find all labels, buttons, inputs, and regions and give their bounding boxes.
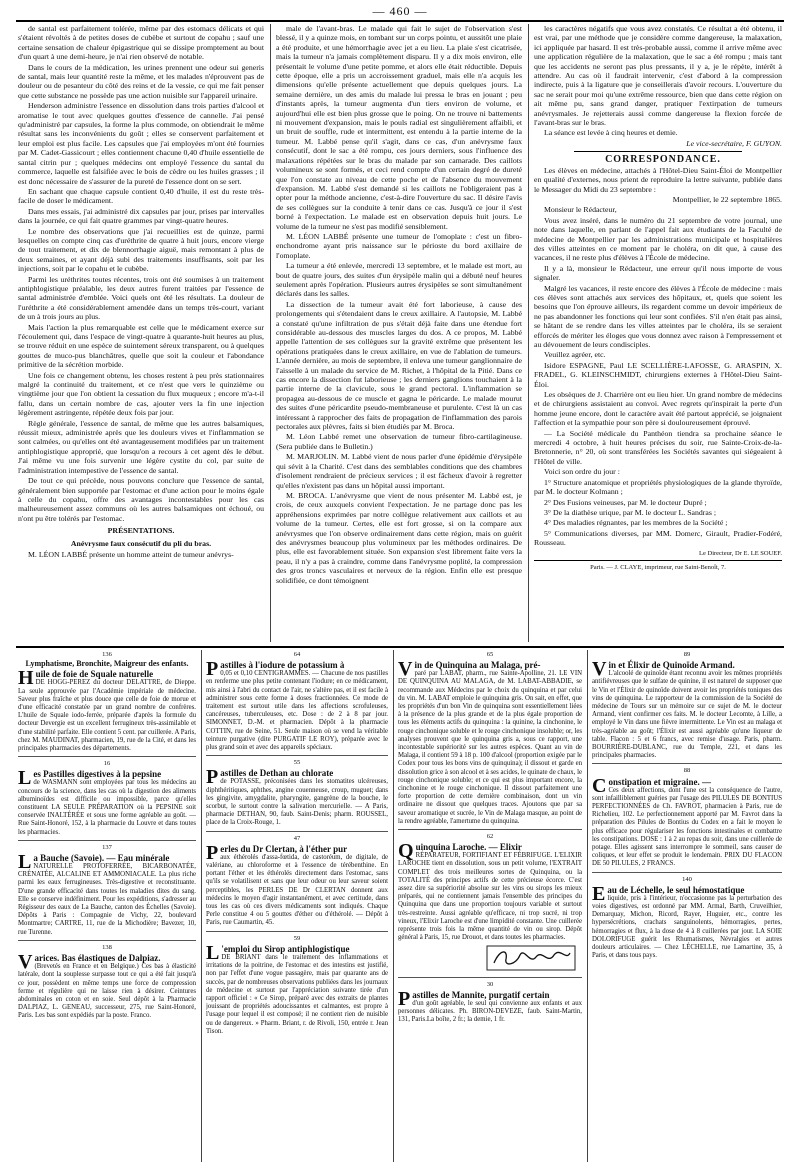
col3-paragraph: Les élèves en médecine, attachés à l'Hôtel-Dieu Saint-Éloi de Montpellier en qualité d'externes, nous prient de reproduire la lettre suivante, publiée dans le Messager du Midi du 23 septembre : bbox=[534, 165, 782, 194]
ad-number: 65 bbox=[486, 651, 494, 658]
ad-heading bbox=[398, 987, 582, 1010]
column-2 bbox=[276, 24, 522, 642]
ad-number: 140 bbox=[682, 875, 692, 883]
drop-cap: V bbox=[592, 658, 607, 681]
ad-body: DE BRIANT dans le traitement des inflammations et irritations de la poitrine, de l'estomac et des intestins est justifié, non par l'effet d'une vogue passagère, mais par quarante ans de succès, par de nombreuses observations publiées dans les journaux de médecine et surtout par l'appréciation suivante tirée d'un rapport officiel : « Ce Sirop, préparé avec des extraits de plantes jouissant de propriétés adoucissantes et calmantes, est propre à l'usage pour lequel il est composé; il ne contient rien de nuisible ou de dangereux. » Pharm. Briant, r. de Rivoli, 150, entrée r. Jean Tison. bbox=[206, 953, 388, 1035]
column-1 bbox=[18, 24, 264, 642]
col2-paragraph: La tumeur a été enlevée, mercredi 13 septembre, et le malade est mort, au bout de quatre jours, des suites d'un érysipèle malin qui a débuté neuf heures seulement après l'opération. Plusieurs autres érysipèles se sont simultanément déclarés dans les salles. bbox=[276, 261, 522, 299]
ads-column-c bbox=[398, 650, 582, 1162]
ad-body: L'alcoolé de quinoïde étant reconnu avoir les mêmes propriétés antifiévreuses que le sulfate de quinine, il est naturel de supposer que le Vin et l'Élixir de quinoïde doivent avoir les propriétés toniques des vins de quinquina. Le rapporteur de la commission de la Société de médecine de Tours sur un mémoire sur ce sujet de M. le docteur Armand, vient confirmer ces faits. M. le docteur Lecomte, à Lille, a employé le Vin dans une fièvre intermittente. Le Vin est au malaga et très-agréable au goût; l'Élixir est aussi agréable qu'une liqueur de table. Flacon : 5 et 6 francs, avec remise d'usage. Paris, pharm. BOURRIÈRE-DUBLANC, rue du Temple, 221, et dans les principales pharmacies. bbox=[592, 670, 782, 760]
ad-heading bbox=[592, 774, 782, 797]
ad-body: de POTASSE, préconisées dans les stomatites ulcéreuses, diphthéritiques, aphthes, angine couenneuse, croup, muguet; dans les gingivite, amygdalite, pharyngite, gangrène de la bouche, le scorbut, le surtout contre la salivation mercurielle. — A Paris, pharmacie DETHAN, 90, faub. Saint-Denis; pharm. ROUSSEL, place de la Croix-Rouge, 1. bbox=[206, 778, 388, 827]
ad-heading bbox=[592, 658, 782, 681]
ad-number: 89 bbox=[683, 651, 691, 658]
ad-separator bbox=[592, 872, 782, 873]
letter-paragraph: Malgré les vacances, il reste encore des élèves à l'École de médecine : mais ces élèves sont attachés aux services des hôpitaux, et, quels que soient les besoins que l'on éprouve ailleurs, ils regardent comme un devoir impérieux de ne pas abandonner les fonctions qui leur sont confiées. S'il n'en était pas ainsi, se hâtant de se rendre dans les villes atteintes par le choléra, ils se seraient efforcés de mériter les éloges que vous donnez avec raison à l'empressement et au dévouement de leurs condisciples. bbox=[534, 283, 782, 349]
handwritten-signature bbox=[398, 945, 576, 974]
ad-number: 137 bbox=[102, 843, 112, 851]
imprint-line: Paris. — J. CLAYE, imprimeur, rue Saint-Benoît, 7. bbox=[590, 563, 726, 571]
col1-paragraph: M. LÉON LABBÉ présente un homme atteint de tumeur anévrys- bbox=[28, 549, 234, 559]
ad-heading-text: erles du Dr Clertan, à l'éther pur bbox=[220, 843, 348, 854]
ad-body: d'un goût agréable, le seul qui convienne aux enfants et aux personnes délicates. Ph. BIRON-DEVEZE, faub. Saint-Martin, 131, Paris.La boîte, 2 fr.; la demie, 1 fr. bbox=[398, 999, 582, 1024]
col1-paragraph: Le nombre des observations que j'ai recueillies est de quinze, parmi lesquelles on compte cinq cas d'uréthrite de quatre à huit jours, encore vierge de tout traitement, et dix de blennorrhagie aiguë, mais remontant à plus de deux semaines, et ayant déjà subi des traitements insuffisants, soit par les injections, soit par le copahu et le cubèbe. bbox=[18, 226, 264, 274]
drop-cap: P bbox=[206, 841, 219, 864]
gerant-line: Le Directeur, Dr E. LE SOUEF. bbox=[699, 549, 782, 557]
ad-heading-text: uinquina Laroche. — Elixir bbox=[415, 842, 522, 853]
drop-cap: V bbox=[398, 658, 413, 681]
header-rule bbox=[16, 20, 784, 22]
agenda-item: 2° Des Fusions veineuses, par M. le docteur Dupré ; bbox=[544, 497, 707, 507]
drop-cap: V bbox=[18, 951, 33, 974]
ad-heading bbox=[206, 658, 388, 681]
ad-heading-text: in de Quinquina au Malaga, pré- bbox=[414, 660, 541, 671]
col2-paragraph: La dissection de la tumeur avait été fort laborieuse, à cause des prolongements qui s'étendaient dans le creux axillaire. A l'autopsie, M. Labbé a constaté qu'une infiltration de pus s'était déjà faite dans une étendue fort considérable au-dessous des muscles larges du dos. A ce propos, M. Labbé appelle l'attention de ses collègues sur la gravité extrême que présentent les opérations pratiquées dans le creux axillaire, en vue de l'ablation de tumeurs. L'année dernière, au mois de septembre, il enleva une tumeur ganglionnaire de l'aisselle à un malade du service de M. Richet, à l'hôpital de la Pitié. Dans ce cas encore la dissection fut laborieuse ; les derniers ganglions touchaient à la partie interne de la clavicule, sous le grand pectoral. L'inflammation se propagea au-dessous de ce muscle et gagna le péricarde. Le malade mourut des suites d'une péricardite pseudo-membraneuse et purulente. C'est là un cas intéressant à rapprocher des faits de propagation de l'inflammation des parois pectorales aux plèvres, faits si bien étudiés par M. Broca. bbox=[276, 299, 522, 432]
column-divider bbox=[528, 24, 529, 642]
imprint-rule bbox=[534, 560, 782, 561]
drop-cap: C bbox=[592, 774, 607, 797]
col2-paragraph: M. LÉON LABBÉ présente une tumeur de l'omoplate : c'est un fibro-enchondrome ayant pris naissance sur le périoste du bord axillaire de l'omoplate. bbox=[276, 231, 522, 260]
col2-paragraph: M. BROCA. L'anévrysme que vient de nous présenter M. Labbé est, je crois, de ceux auxquels convient l'expectation. Je ne partage donc pas les appréhensions exprimées par notre collègue relativement aux caillots et au volume de la tumeur. Certes, elle est fort grosse, si on la compare aux anévrysmes que l'on observe ordinairement dans cette région, mais on guérit des anévrysmes beaucoup plus volumineux par les méthodes ordinaires. De plus, elle est favorablement située. Son expansion s'est librement faite vers la peau, il n'y a pas à craindre, comme dans l'anévrysme poplité, la compression des gros troncs vasculaires et nerveux de la région. Enfin elle est presque solidifiée, ce dont témoignent bbox=[276, 490, 522, 585]
drop-cap: L bbox=[206, 941, 220, 964]
section-title: CORRESPONDANCE. bbox=[605, 154, 721, 166]
ad-body: DE HOGG-PEREZ du docteur DELATTRE, de Dieppe. La seule approuvée par l'Académie impériale de médecine. Saveur plus fraîche et plus douce que celle de foie de morue et d'une efficacité constatée par un grand nombre de confrères. L'huile de Squale iodo-ferrée, préparée d'après la formule du docteur Devergie est un excellent ferrugineux très-assimilable et d'une stabilité parfaite. Elle contient 5 cent. par cuillerée. A Paris, chez M. MAUDINAT, pharmacien, 19, rue de la Cité, et dans les principales pharmacies des départements. bbox=[18, 679, 196, 753]
ad-separator bbox=[206, 755, 388, 756]
col1-paragraph: Une fois ce changement obtenu, les choses restent à peu près stationnaires malgré la continuité du traitement, et ce n'est que vers le quinzième ou vingtième jour que l'on obtient la cessation du flux muqueux ; encore m'a-t-il fallu, dans un certain nombre de cas, ajouter vers la fin une injection légèrement astringente, répétée deux fois par jour. bbox=[18, 370, 264, 418]
ad-body: Ces deux affections, dont l'une est la conséquence de l'autre, sont infailliblement guéries par l'usage des PILULES DE BONTIUS PERFECTIONNÉES de Ch. FAVROT, pharmacien à Paris, rue de Richelieu, 102. Le perfectionnement apporté par M. Favrot dans la préparation des Pilules de Bontius du Codex en a fait le moyen le plus efficace pour régulariser les fonctions intestinales et combattre les constipations. DOSE : 1 à 2 au repas du soir, dans une cuillerée de potage. Elles agissent sans interrompre le sommeil, sans causer de coliques, et leur effet se produit le lendemain. PRIX DU FLACON DE 50 PILULES, 2 FRANCS. bbox=[592, 786, 782, 868]
ad-body: aux éthérolés d'assa-fœtida, de castoréum, de digitale, de valériane, au chloroforme et à l'essence de térébenthine. En portant l'éther et les éthérolés directement dans l'estomac, sans qu'ils se volatilisent et sans que leur odeur ou leur saveur soient perceptibles, les PERLES DE Dr CLERTAN donnent aux médecins le moyen d'agir instantanément, et avec certitude, dans tous les cas où ces divers médicaments sont indiqués. Chaque Perle constitue 4 ou 5 gouttes d'éther ou d'éthérolé. — Dépôt à Paris, rue Caumartin, 45. bbox=[206, 853, 388, 927]
ad-number: 136 bbox=[102, 651, 112, 658]
drop-cap: P bbox=[398, 987, 411, 1010]
drop-cap: L bbox=[18, 767, 32, 790]
ad-number: 62 bbox=[486, 833, 494, 841]
ad-separator bbox=[592, 763, 782, 764]
ad-heading-text: arices. Bas élastiques de Dalpiaz. bbox=[34, 953, 161, 964]
ad-heading bbox=[398, 658, 582, 681]
ad-number: 64 bbox=[293, 651, 301, 658]
section-heading: PRÉSENTATIONS. bbox=[107, 526, 175, 536]
section-rule bbox=[574, 151, 742, 152]
ad-separator bbox=[18, 756, 196, 757]
page-header bbox=[16, 0, 784, 22]
ad-heading-text: astilles à l'iodure de potassium à bbox=[220, 660, 345, 671]
ads-column-d bbox=[592, 650, 782, 1162]
ad-heading-text: astilles de Dethan au chlorate bbox=[220, 768, 334, 779]
col3-paragraph: La séance est levée à cinq heures et demie. bbox=[544, 128, 678, 138]
ad-heading-text: au de Léchelle, le seul hémostatique bbox=[607, 884, 745, 895]
ad-separator bbox=[398, 977, 582, 978]
ad-heading-text: 'emploi du Sirop antiphlogistique bbox=[221, 943, 350, 954]
col2-paragraph: M. Léon Labbé remet une observation de tumeur fibro-cartilagineuse. (Sera publiée dans le Bulletin.) bbox=[276, 432, 522, 451]
ad-heading-text: es Pastilles digestives à la pepsine bbox=[33, 769, 162, 780]
ads-divider bbox=[587, 650, 588, 1162]
ad-separator bbox=[206, 931, 388, 932]
col1-paragraph: de santal est parfaitement tolérée, même par des estomacs délicats et qui s'étaient révoltés à de petites doses de cubèbe et surtout de copahu ; sauf une certaine sensation de chaleur épigastrique qui se dissipe promptement au bout d'un quart à une demi-heure, je n'ai rien observé de notable. bbox=[18, 24, 264, 62]
drop-cap: H bbox=[18, 667, 34, 690]
drop-cap: P bbox=[206, 766, 219, 789]
secretary-signature: Le vice-secrétaire, F. GUYON. bbox=[686, 138, 782, 148]
drop-cap: Q bbox=[398, 840, 414, 863]
ad-body: RÉPARATEUR, FORTIFIANT ET FÉBRIFUGE. L'ELIXIR LAROCHE tient en dissolution, sous un petit volume, l'EXTRAIT COMPLET des trois meilleures sortes de Quinquina, ou la TOTALITÉ des principes actifs de cette précieuse écorce. C'est assez dire sa supériorité absolue sur les vins ou sirops les mieux préparés, qui ne contiennent jamais l'ensemble des principes du Quinquina que dans une proportion toujours variable et surtout très-restreinte. Aussi agréable qu'efficace, ni trop sucré, ni trop vineux, l'Elixir Laroche est d'une limpidité constante. Une cuillerée représente trois fois la même quantité de vin ou sirop. Dépôt général à Paris, 15, rue Drouot, et dans toutes les pharmacies. bbox=[398, 852, 582, 942]
ads-divider bbox=[393, 650, 394, 1162]
ad-number: 88 bbox=[683, 767, 691, 775]
ad-separator bbox=[18, 840, 196, 841]
ad-heading bbox=[18, 667, 196, 690]
ad-heading bbox=[18, 951, 196, 974]
col1-paragraph: De tout ce qui précède, nous pouvons conclure que l'essence de santal, généralement bien supportée par l'estomac et d'une action pour le moins égale à celle du copahu, offre des avantages incontestables pour les cas malheureusement assez communs où les autres balsamiques ont échoué, ou n'ont pu être tolérés par l'estomac. bbox=[18, 476, 264, 523]
col2-paragraph: M. MARJOLIN. M. Labbé vient de nous parler d'une épidémie d'érysipèle qui sévit à la Charité. C'est dans des semblables conditions que des chambres d'isolement rendraient de précieux services ; il est fâcheux d'avoir à regretter qu'elles n'existent pas dans un hôpital aussi important. bbox=[276, 452, 522, 490]
col1-paragraph: Mais l'action la plus remarquable est celle que le médicament exerce sur l'écoulement qui, dans l'espace de vingt-quatre à quarante-huit heures au plus, se trouve réduit en une espèce de suintement séreux transparent, ou à quelques gouttes de muco-pus blanchâtres, quelle que soit la couleur et l'abondance primitive de la sécrétion morbide. bbox=[18, 322, 264, 370]
letter-signatories: Isidore ESPAGNE, Paul LE SCELLIÈRE-LAFOSSE, G. ARASPIN, X. FRADEL, G. KLEINSCHMIDT, chirurgiens externes à l'Hôtel-Dieu Saint-Éloi. bbox=[534, 360, 782, 389]
ad-heading bbox=[18, 851, 196, 874]
signature-image bbox=[486, 945, 576, 971]
ad-body: liquide, pris à l'intérieur, n'occasionne pas la perturbation des voies digestives, est ordonné par MM. Armal, Barth, Cruveilhier, Demarquay, Michon, Ricord, Rayer, Huguier, etc., contre les hypersécrétions, crachats sanguinolents, hémorragies, pertes, hémorragies et flux, à la dose de 4 à 8 cuillerées par jour. LA SOIE DOLORIFUGE guérit les Rhumatismes, Névralgies et autres douleurs articulaires. — Chez LÉCHELLE, rue Lamartine, 35, à Paris, et dans tous pays. bbox=[592, 894, 782, 960]
letter-paragraph: Vous avez inséré, dans le numéro du 21 septembre de votre journal, une note dans laquelle, en parlant de l'appel fait aux étudiants de la Faculté de médecine de Montpellier par les administrations municipale et hospitalières des villes atteintes en ce moment par le choléra, on dit que, à cause des vacances, il ne reste plus d'élèves à l'École de médecine. bbox=[534, 215, 782, 263]
ad-separator bbox=[398, 829, 582, 830]
ad-heading bbox=[206, 841, 388, 864]
ad-body: (Brevetés en France et en Belgique.) Ces bas à élasticité latérale, dont la souplesse surpasse tout ce qui a été fait jusqu'à ce jour, possèdent en même temps une force de compression ferme et régulière qui ne laisse rien à désirer. Ceintures abdominales en coton et en soie. Seul dépôt à la Pharmacie DALPIAZ, L. GENEAU, successeur, 275, rue Saint-Honoré, Paris. Les bas sont expédiés par la poste. Franco. bbox=[18, 963, 196, 1020]
ad-body: paré par LABAT, pharm., rue Sainte-Apolline, 21. LE VIN DE QUINQUINA AU MALAGA, de M. LABAT-ABBADIE, se recommande aux Médecins par le choix du quinquina et par celui du vin. M. LABAT emploie le quinquina gris. On sait, en effet, que les propriétés d'un bon Vin de quinquina sont essentiellement liées à la présence de la plus grande et de la plus égale proportion de tous les éléments actifs du quinquina : la quinine, la cinchonine, le rouge cinchonique soluble et le rouge cinchonique insoluble; or, les analyses prouvent que le quinquina gris a, sous ce rapport, une incontestable supériorité sur les autres espèces. Quant au vin de Malaga, il contient 59 à 18 p. 100 d'alcool (proportion exigée par le Codex pour tous les bons vins de quinquina); il dissout et garde en dissolution grice à son alcool et à ses acides, le quinate de chaux, le rouge cinchonique soluble; et ce qui est plus important encore, la cinchonine et le rouge cinchonique. Il dissout parfaitement une forte proportion de cette dernière combinaison, dont un vin ordinaire ne dissout que quelques traces. Ajoutons que par sa saveur aromatique et sucrée, le Vin de Malaga masque, au point de la rendre agréable, l'amertume du quinquina. bbox=[398, 670, 582, 825]
drop-cap: L bbox=[18, 851, 32, 874]
agenda-item: 3° De la diathèse urique, par M. le docteur L. Sandras ; bbox=[544, 507, 716, 517]
agenda-item: 5° Communications diverses, par MM. Domerc, Girault, Pradier-Fodéré, Rousseau. bbox=[534, 528, 782, 548]
ad-number: 55 bbox=[293, 759, 301, 767]
col1-paragraph: Parmi les uréthrites toutes récentes, trois ont été soumises à un traitement antiphlogistique préalable, les deux autres furent traitées par l'essence de santal administrée d'emblée. Voici quels ont été les résultats. La douleur de l'uréthrite a été considérablement amendée dans un temps très-court, variant de un à trois jours au plus. bbox=[18, 274, 264, 322]
letter-paragraph: Il y a là, monsieur le Rédacteur, une erreur qu'il nous importe de vous signaler. bbox=[534, 263, 782, 283]
ads-column-b bbox=[206, 650, 388, 1162]
letter-paragraph: Veuillez agréer, etc. bbox=[544, 350, 606, 360]
ad-separator bbox=[206, 831, 388, 832]
column-divider bbox=[270, 24, 271, 642]
page-number: — 460 — bbox=[372, 4, 428, 18]
ads-divider bbox=[201, 650, 202, 1162]
col3-paragraph: Les obsèques de J. Charrière ont eu lieu hier. Un grand nombre de médecins et de chirurgiens assistaient au convoi. Avec regrets qu'inspirait la perte d'un homme jeune encore, dont le caractère avait été partout apprécié, se joignaient l'affection et la sympathie pour son père si douloureusement éprouvé. bbox=[534, 390, 782, 428]
col3-paragraph: les caractères négatifs que vous avez constatés. Ce résultat a été obtenu, il est vrai, par une méthode que je considère comme dangereuse, la malaxation, ici appliquée par hasard. Il est très-probable aussi, comme il arrive même avec une application régulière de la malaxation, que le sac a été rompu ; mais tant que les accidents ne seront pas plus pressants, il y a, je le répète, intérêt à attendre. Au cas où il faudrait intervenir, c'est d'abord à la compression indirecte, puis à la ligature que je conseillerais d'avoir recours. L'ouverture du sac ne serait pour moi qu'une extrême ressource, bien que dans cette région on ait même pu, sans grand danger, pratiquer l'extirpation de tumeurs anévrysmales. Je rejetterais aussi comme dangereuse la flexion forcée de l'avant-bras sur le bras. bbox=[534, 24, 782, 128]
ad-heading bbox=[206, 766, 388, 789]
ad-heading-text: uile de foie de Squale naturelle bbox=[35, 669, 154, 680]
ad-heading-text: in et Élixir de Quinoïde Armand. bbox=[608, 660, 735, 671]
ads-column-a bbox=[18, 650, 196, 1162]
ad-heading bbox=[592, 882, 782, 905]
col1-paragraph: En sachant que chaque capsule contient 0,40 d'huile, il est du reste très-facile de doser le médicament. bbox=[18, 186, 264, 206]
column-3 bbox=[534, 24, 782, 642]
col1-paragraph: Henderson administre l'essence en dissolution dans trois parties d'alcool et aromatise le tout avec quelques gouttes d'essence de cannelle. J'ai pensé qu'administré par capsules, la forme la plus commode, on obtiendrait le même résultat sans les inconvénients du goût ; elles se conservent parfaitement et leur emploi est plus facile. Les capsules que j'ai employées m'ont été fournies par M. Cadet-Gassicourt ; elles contiennent chacune 0,40 d'huile essentielle de santal citrin pur ; quelques médecins ont employé l'essence du santal du commerce, laquelle est falsifiée avec le bois de cèdre ou les huiles grasses ; il est donc nécessaire de s'assurer de la pureté de l'essence dont on se sert. bbox=[18, 101, 264, 186]
col1-paragraph: Dans le cours de la médication, les urines prennent une odeur sui generis de santal, mais leur quantité reste la même, et les malades n'éprouvent pas de douleur ou de pesanteur du côté des reins et de la vessie, ce qui me fait penser que cette substance ne possède pas une action nuisible sur l'appareil urinaire. bbox=[18, 62, 264, 100]
ad-body: NATURELLE PROTOFERRÉE, BICARBONATÉE, CRÉNATÉE, ALCALINE ET AMMONIACALE. La plus riche parmi les eaux ferrugineuses. Très-digestive et reconstituante. D'une grande efficacité dans toutes les maladies dites du sang. Elle se conserve indéfiniment. Pour les expéditions, s'adresser au Régisseur des eaux de La Bauche, canton des Échelles (Savoie). Dépôts à Paris : Compagnie de Vichy, 22, boulevard Montmartre; CARTRE, 11, rue de la Michodière; Bavezer, 10, rue Turenne. bbox=[18, 863, 196, 936]
ad-separator bbox=[18, 940, 196, 941]
col1-paragraph: Règle générale, l'essence de santal, de même que les autres balsamiques, réussit mieux, administrée après que les douleurs vives et l'inflammation se sont calmées, ou qu'elles ont été avantageusement modifiées par un traitement antiphlogistique approprié, que lorsqu'on a recours à cet agent dès le début. J'ai même vu une fois survenir une légère cystite du col, par suite de l'administration intempestive de l'essence de santal. bbox=[18, 418, 264, 475]
ad-body: 0,05 et 0,10 CENTIGRAMMES. — Chacune de nos pastilles en renferme une plus petite contenant l'iodure; en ce médicament, mis ainsi à l'abri du contact de l'air, ne s'altère pas, et il est facile à administrer sous cette forme à doses fractionnées. Ce mode de traitement est surtout utile dans les affections scrofuleuses, cancéreuses, tuberculeuses, etc. Dose : de 2 à 8 par jour. SIMONNET, D.-M. et pharmacien. Dépôt à la pharmacie COTTIN, rue de Seine, 51. Seule maison où se vend la véritable teinture purgative (dite PURGATIF LE ROY), préparée avec le plus grand soin et avec des appareils spéciaux. bbox=[206, 670, 388, 752]
letter-salutation: Monsieur le Rédacteur, bbox=[544, 205, 617, 215]
col3-paragraph: Voici son ordre du jour : bbox=[544, 467, 620, 477]
drop-cap: P bbox=[206, 658, 219, 681]
col3-paragraph: — La Société médicale du Panthéon tiendra sa prochaine séance le mercredi 4 octobre, à huit heures précises du soir, rue Sainte-Croix-de-la-Bretonnerie, n° 20, où sont transférées les Sociétés savantes qui siégeaient à l'Hôtel de ville. bbox=[534, 428, 782, 466]
col1-paragraph: Dans mes essais, j'ai administré dix capsules par jour, prises par intervalles dans la journée, ce qui fait quatre grammes par vingt-quatre heures. bbox=[18, 206, 264, 226]
ad-title: Lymphatisme, Bronchite, Maigreur des enfants. bbox=[25, 659, 189, 669]
ad-heading-text: onstipation et migraine. — bbox=[608, 776, 711, 787]
col2-paragraph: male de l'avant-bras. Le malade qui fait le sujet de l'observation s'est blessé, il y a quinze mois, en tombant sur un corps pointu, et aussitôt une plaie a été produite, et une hémorrhagie avec jet a eu lieu. La plaie s'est cicatrisée, mais la tumeur n'a jamais complètement disparu. Il y a dix mois environ, elle présentait le volume d'une petite pomme, et alors elle était réductible. Depuis cette époque, elle a pris un accroissement graduel, mais elle n'a acquis les dimensions qu'elle présente actuellement que depuis quelques jours. La semaine dernière, un des amis du malade lui pressa le bras en jouant ; peu d'instants après, la tumeur augmenta d'un tiers environ de volume, et aujourd'hui elle est bien plus grosse que le poing. On ne trouve ni battements ni mouvement d'expansion, mais le pouls radial est singulièrement affaibli, et un bruit de souffle, rude et intermittent, est entendu à la partie interne de la tumeur. M. Labbé pense qu'il s'agit, dans ce cas, d'un anévrysme faux consécutif, dont le sac a été rompu, ces jours derniers, sous l'influence des malaxations répétées sur le bras du malade par son camarade. Des caillots volumineux se sont formés, et ceci rend compte d'un certain degré de dureté que l'on constate au niveau de cette poche et de l'absence du mouvement d'expansion. M. Labbé s'est demandé si les caillots ne l'obligeraient pas à opter pour la méthode ancienne, c'est-à-dire l'ouverture du sac. Il désire l'avis de ses collègues sur la conduite à tenir dans ce cas. Jusqu'à ce jour il s'est borné à l'expectation. Le malade est en observation depuis huit jours. Le volume de la tumeur ne s'est pas modifié sensiblement. bbox=[276, 24, 522, 231]
drop-cap: E bbox=[592, 882, 606, 905]
ad-heading bbox=[18, 767, 196, 790]
ad-heading-text: astilles de Mannite, purgatif certain bbox=[412, 989, 550, 1000]
ad-number: 138 bbox=[102, 943, 112, 951]
ad-heading bbox=[206, 941, 388, 964]
ad-number: 59 bbox=[293, 934, 301, 942]
ads-top-rule bbox=[16, 646, 784, 648]
ad-number: 30 bbox=[486, 980, 494, 988]
ad-body: de WASMANN sont employées par tous les médecins au concours de la science, dans les cas où la digestion des aliments albuminoïdes est difficile ou impossible, parce qu'elles constituent LA SEULE PRÉPARATION où la PEPSINE soit conservée INALTÉRÉE et sous une forme agréable au goût. — Rue Saint-Honoré, 152, à la pharmacie du Louvre et dans toutes les pharmacies. bbox=[18, 779, 196, 836]
article-heading: Anévrysme faux consécutif du pli du bras. bbox=[70, 538, 212, 548]
ad-number: 16 bbox=[103, 760, 111, 768]
ad-heading-text: a Bauche (Savoie). — Eau minérale bbox=[33, 853, 170, 864]
agenda-item: 4° Des maladies régnantes, par les membres de la Société ; bbox=[544, 518, 728, 528]
agenda-item: 1° Structure anatomique et propriétés physiologiques de la glande thyroïde, par M. le docteur Kolmann ; bbox=[534, 477, 782, 497]
ad-heading bbox=[398, 840, 582, 863]
letter-place-date: Montpellier, le 22 septembre 1865. bbox=[672, 194, 782, 204]
ad-number: 47 bbox=[293, 834, 301, 842]
